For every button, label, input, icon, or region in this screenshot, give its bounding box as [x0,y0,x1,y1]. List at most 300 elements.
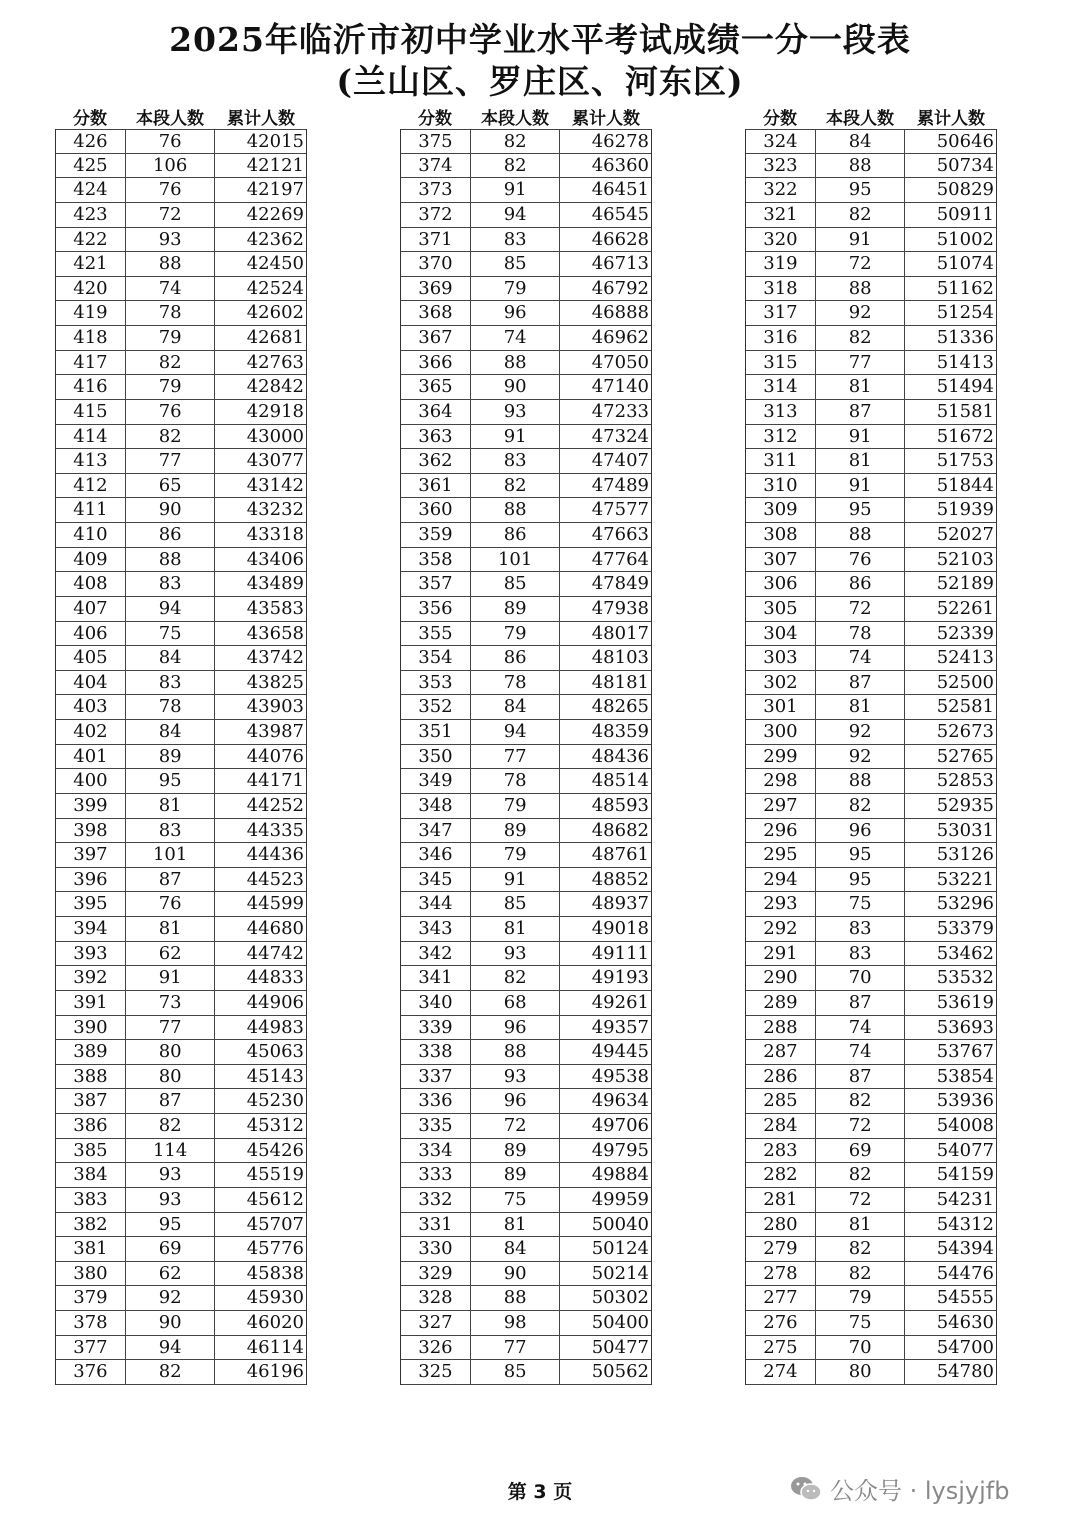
count-cell: 85 [471,892,561,916]
score-cell: 367 [401,326,471,350]
score-cell: 323 [746,154,816,178]
table-row [746,1262,996,1287]
table-row [56,572,306,597]
table-row [56,277,306,302]
count-cell: 75 [816,1311,906,1335]
cumulative-cell: 51336 [936,327,994,348]
cumulative-cell: 47140 [591,376,649,398]
table-row [401,1336,651,1361]
table-row [401,1139,651,1164]
table-row [56,1016,306,1041]
table-row [746,375,996,400]
count-cell: 95 [816,868,906,892]
header-cumulative: 累计人数 [917,109,985,129]
table-row [746,301,996,326]
page-number: 第 3 页 [507,1481,573,1503]
count-cell: 83 [126,671,216,695]
cumulative-cell: 49884 [591,1164,649,1186]
count-cell: 78 [816,622,906,646]
table-row [401,1188,651,1213]
score-cell: 313 [746,400,816,424]
table-row [746,449,996,474]
count-cell: 96 [471,1016,561,1040]
table-row [56,695,306,720]
count-cell: 88 [816,769,906,793]
count-cell: 74 [126,277,216,301]
cumulative-cell: 46451 [591,179,649,201]
cumulative-cell: 44171 [246,770,304,792]
header-score: 分数 [73,109,107,129]
table-row [56,351,306,376]
count-cell: 81 [471,1213,561,1237]
table-row [746,671,996,696]
count-cell: 82 [126,1114,216,1138]
table-row [56,843,306,868]
count-cell: 98 [471,1311,561,1335]
table-row [401,178,651,203]
score-cell: 400 [56,769,126,793]
table-row [746,622,996,647]
table-row [746,1139,996,1164]
table-row [401,498,651,523]
score-cell: 359 [401,523,471,547]
cumulative-cell: 45838 [246,1262,304,1284]
cumulative-cell: 43903 [246,696,304,718]
count-cell: 114 [126,1139,216,1163]
table-row [56,966,306,991]
cumulative-cell: 46792 [591,277,649,299]
score-cell: 406 [56,622,126,646]
score-cell: 344 [401,892,471,916]
cumulative-cell: 49959 [591,1188,649,1210]
count-cell: 78 [126,301,216,325]
count-cell: 95 [816,178,906,202]
cumulative-cell: 45312 [246,1115,304,1136]
score-cell: 383 [56,1188,126,1212]
count-cell: 69 [816,1139,906,1163]
cumulative-cell: 54780 [936,1361,994,1383]
count-cell: 77 [126,1016,216,1040]
count-cell: 101 [126,843,216,867]
count-cell: 96 [471,1089,561,1113]
count-cell: 81 [816,1213,906,1237]
table-row [56,597,306,622]
count-cell: 82 [126,1360,216,1384]
score-cell: 309 [746,498,816,522]
count-cell: 73 [126,991,216,1015]
table-row [56,1065,306,1090]
count-cell: 94 [126,597,216,621]
cumulative-cell: 42524 [246,277,304,299]
table-row [401,1065,651,1090]
cumulative-cell: 47324 [591,425,649,447]
table-row [401,1089,651,1114]
header-score: 分数 [418,109,452,129]
score-cell: 398 [56,819,126,843]
table-row [401,228,651,253]
score-cell: 326 [401,1336,471,1360]
count-cell: 74 [816,1040,906,1064]
score-cell: 369 [401,277,471,301]
table-row [746,548,996,573]
score-cell: 286 [746,1065,816,1089]
count-cell: 96 [471,301,561,325]
table-row [56,548,306,573]
score-cell: 395 [56,892,126,916]
table-header [400,104,652,129]
score-cell: 407 [56,597,126,621]
count-cell: 81 [816,695,906,719]
count-cell: 74 [816,646,906,670]
count-cell: 91 [471,425,561,449]
cumulative-cell: 47938 [591,597,649,619]
cumulative-cell: 51254 [936,302,994,324]
score-cell: 283 [746,1139,816,1163]
table-row [746,351,996,376]
score-cell: 380 [56,1262,126,1286]
count-cell: 92 [816,745,906,769]
table-row [746,695,996,720]
table-row [746,129,996,154]
cumulative-cell: 48103 [591,647,649,669]
cumulative-cell: 50302 [591,1287,649,1309]
score-cell: 385 [56,1139,126,1163]
score-cell: 393 [56,942,126,966]
cumulative-cell: 48265 [591,696,649,718]
cumulative-cell: 42362 [246,228,304,250]
cumulative-cell: 48593 [591,794,649,816]
table-row [56,622,306,647]
table-row [746,400,996,425]
count-cell: 72 [816,252,906,276]
count-cell: 86 [816,572,906,596]
score-cell: 310 [746,474,816,498]
cumulative-cell: 54231 [936,1188,994,1210]
cumulative-cell: 47233 [591,400,649,422]
table-row [746,966,996,991]
score-cell: 348 [401,794,471,818]
cumulative-cell: 53462 [936,942,994,964]
score-cell: 420 [56,277,126,301]
table-row [56,671,306,696]
table-row [56,745,306,770]
cumulative-cell: 47489 [591,474,649,496]
table-row [746,178,996,203]
score-cell: 422 [56,228,126,252]
table-row [401,695,651,720]
table-row [746,1163,996,1188]
header-cumulative: 累计人数 [227,109,295,129]
cumulative-cell: 53854 [936,1065,994,1087]
cumulative-cell: 45612 [246,1188,304,1210]
cumulative-cell: 48181 [591,671,649,693]
count-cell: 80 [126,1065,216,1089]
count-cell: 91 [471,868,561,892]
table-row [401,843,651,868]
table-row [56,646,306,671]
cumulative-cell: 54394 [936,1238,994,1260]
table-row [401,622,651,647]
score-cell: 274 [746,1360,816,1384]
table-row [401,1114,651,1139]
score-cell: 331 [401,1213,471,1237]
score-cell: 327 [401,1311,471,1335]
table-row [746,1360,996,1385]
score-cell: 384 [56,1163,126,1187]
count-cell: 76 [126,130,216,153]
table-row [401,301,651,326]
cumulative-cell: 44436 [246,844,304,866]
table-row [401,523,651,548]
score-cell: 295 [746,843,816,867]
score-cell: 391 [56,991,126,1015]
count-cell: 77 [126,449,216,473]
score-cell: 275 [746,1336,816,1360]
score-cell: 302 [746,671,816,695]
score-cell: 311 [746,449,816,473]
score-cell: 361 [401,474,471,498]
score-cell: 386 [56,1114,126,1138]
table-row [746,1016,996,1041]
table-row [56,400,306,425]
score-cell: 396 [56,868,126,892]
table-row [56,1040,306,1065]
table-row [401,572,651,597]
count-cell: 88 [126,252,216,276]
cumulative-cell: 44523 [246,868,304,890]
cumulative-cell: 45930 [246,1287,304,1309]
table-row [56,301,306,326]
cumulative-cell: 46114 [246,1336,304,1358]
score-cell: 364 [401,400,471,424]
count-cell: 95 [126,1213,216,1237]
count-cell: 70 [816,1336,906,1360]
count-cell: 72 [816,1188,906,1212]
count-cell: 86 [471,523,561,547]
count-cell: 79 [471,794,561,818]
score-cell: 368 [401,301,471,325]
cumulative-cell: 44252 [246,794,304,816]
table-row [746,228,996,253]
cumulative-cell: 42015 [246,131,304,152]
cumulative-cell: 52413 [936,647,994,669]
count-cell: 82 [471,474,561,498]
cumulative-cell: 49357 [591,1016,649,1038]
count-cell: 93 [126,1163,216,1187]
table-row [746,1114,996,1139]
score-cell: 332 [401,1188,471,1212]
score-cell: 388 [56,1065,126,1089]
table-row [401,1262,651,1287]
count-cell: 84 [816,130,906,153]
count-cell: 72 [126,203,216,227]
cumulative-cell: 42918 [246,400,304,422]
score-cell: 352 [401,695,471,719]
count-cell: 80 [126,1040,216,1064]
score-cell: 376 [56,1360,126,1384]
score-cell: 343 [401,917,471,941]
cumulative-cell: 50829 [936,179,994,201]
score-cell: 288 [746,1016,816,1040]
score-cell: 329 [401,1262,471,1286]
count-cell: 91 [816,474,906,498]
table-row [746,498,996,523]
score-cell: 374 [401,154,471,178]
count-cell: 62 [126,942,216,966]
cumulative-cell: 42450 [246,253,304,275]
table-row [401,548,651,573]
table-row [56,868,306,893]
table-row [401,1237,651,1262]
score-cell: 377 [56,1336,126,1360]
table-row [401,203,651,228]
cumulative-cell: 46020 [246,1312,304,1333]
cumulative-cell: 46962 [591,327,649,348]
header-count: 本段人数 [826,109,894,129]
cumulative-cell: 53379 [936,918,994,939]
cumulative-cell: 52189 [936,573,994,595]
table-row [401,129,651,154]
table-row [746,1065,996,1090]
count-cell: 88 [126,548,216,572]
table-row [401,819,651,844]
table-header [745,104,997,129]
table-row [401,1213,651,1238]
score-cell: 280 [746,1213,816,1237]
score-cell: 378 [56,1311,126,1335]
count-cell: 62 [126,1262,216,1286]
cumulative-cell: 50562 [591,1361,649,1383]
table-row [746,1040,996,1065]
count-cell: 92 [126,1286,216,1310]
count-cell: 94 [471,720,561,744]
cumulative-cell: 53031 [936,819,994,841]
cumulative-cell: 53619 [936,991,994,1013]
score-cell: 426 [56,130,126,153]
cumulative-cell: 50214 [591,1262,649,1284]
score-cell: 299 [746,745,816,769]
score-cell: 346 [401,843,471,867]
count-cell: 78 [471,671,561,695]
table-row [401,966,651,991]
score-cell: 394 [56,917,126,941]
count-cell: 72 [816,597,906,621]
header-count: 本段人数 [136,109,204,129]
cumulative-cell: 42269 [246,203,304,225]
score-cell: 405 [56,646,126,670]
table-row [746,1237,996,1262]
count-cell: 88 [816,277,906,301]
count-cell: 93 [471,1065,561,1089]
cumulative-cell: 53693 [936,1016,994,1038]
count-cell: 87 [816,671,906,695]
table-row [56,498,306,523]
table-row [746,326,996,351]
count-cell: 76 [126,178,216,202]
table-row [746,277,996,302]
score-cell: 324 [746,130,816,153]
table-row [56,1336,306,1361]
count-cell: 95 [816,843,906,867]
table-row [56,991,306,1016]
table-row [56,720,306,745]
table-row [746,942,996,967]
count-cell: 93 [471,942,561,966]
table-row [56,203,306,228]
score-cell: 340 [401,991,471,1015]
cumulative-cell: 48852 [591,868,649,890]
count-cell: 83 [126,819,216,843]
cumulative-cell: 54476 [936,1262,994,1284]
score-cell: 392 [56,966,126,990]
score-cell: 419 [56,301,126,325]
score-cell: 389 [56,1040,126,1064]
count-cell: 79 [126,375,216,399]
count-cell: 82 [816,203,906,227]
watermark [790,1471,1009,1506]
score-cell: 301 [746,695,816,719]
cumulative-cell: 43000 [246,425,304,447]
count-cell: 93 [126,1188,216,1212]
table-row [56,1163,306,1188]
score-cell: 308 [746,523,816,547]
cumulative-cell: 54700 [936,1336,994,1358]
count-cell: 82 [126,425,216,449]
score-cell: 307 [746,548,816,572]
count-cell: 87 [816,400,906,424]
table-row [401,1016,651,1041]
count-cell: 77 [471,745,561,769]
table-row [746,917,996,942]
count-cell: 83 [126,572,216,596]
score-cell: 349 [401,769,471,793]
count-cell: 91 [126,966,216,990]
cumulative-cell: 51844 [936,474,994,496]
table-row [746,425,996,450]
table-row [56,129,306,154]
count-cell: 65 [126,474,216,498]
cumulative-cell: 50734 [936,154,994,176]
cumulative-cell: 46360 [591,154,649,176]
count-cell: 83 [816,942,906,966]
score-cell: 379 [56,1286,126,1310]
table-row [401,745,651,770]
cumulative-cell: 49795 [591,1139,649,1161]
score-cell: 399 [56,794,126,818]
score-table-column-2 [400,104,652,1385]
score-cell: 312 [746,425,816,449]
cumulative-cell: 43142 [246,474,304,496]
table-row [56,942,306,967]
cumulative-cell: 51494 [936,376,994,398]
score-cell: 401 [56,745,126,769]
cumulative-cell: 52500 [936,671,994,693]
count-cell: 72 [471,1114,561,1138]
cumulative-cell: 50646 [936,131,994,152]
score-cell: 372 [401,203,471,227]
score-cell: 347 [401,819,471,843]
table-row [746,597,996,622]
table-row [401,646,651,671]
count-cell: 83 [471,228,561,252]
cumulative-cell: 49445 [591,1041,649,1063]
score-cell: 318 [746,277,816,301]
table-row [746,646,996,671]
cumulative-cell: 51002 [936,228,994,250]
count-cell: 83 [816,917,906,941]
count-cell: 79 [126,326,216,350]
count-cell: 81 [126,917,216,941]
